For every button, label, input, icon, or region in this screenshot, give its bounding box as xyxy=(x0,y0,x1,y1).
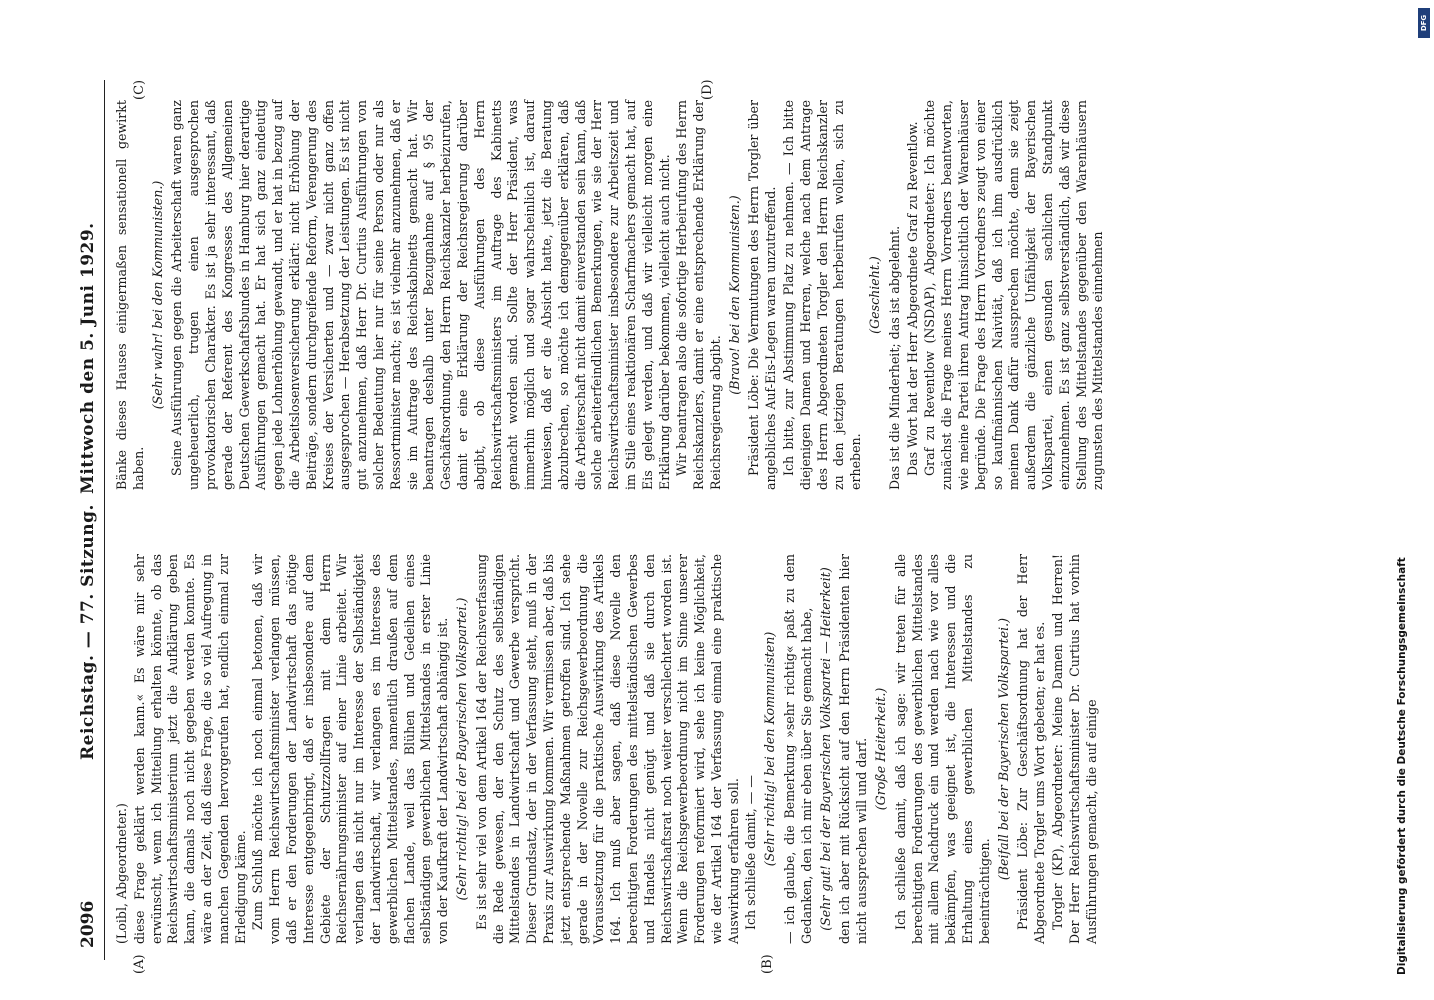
left-column xyxy=(114,554,1101,944)
page-number: 2096 xyxy=(78,900,98,948)
paragraph: — ich glaube, die Bemerkung »sehr richtig« paßt zu dem Gedanken, den ich mir eben über Sie gemacht habe, xyxy=(782,554,814,944)
paragraph: Ich bitte, zur Abstimmung Platz zu nehmen. — Ich bitte diejenigen Damen und Herren, welche nach dem Antrage des Herrn Abgeordneten Torgler den Herrn Reichskanzler zu den jetzigen Beratungen herbeirufen wollen, sich zu erheben. xyxy=(781,100,864,490)
interjection: (Große Heiterkeit.) xyxy=(873,687,889,811)
paragraph: den ich aber mit Rücksicht auf den Herrn Präsidenten hier nicht aussprechen will und darf. xyxy=(837,554,870,944)
rotated-page xyxy=(70,79,1400,974)
paragraph: Präsident Löbe: Die Vermutungen des Herrn Torgler über angebliches Auf-Eis-Legen waren unzutreffend. xyxy=(746,100,779,490)
page-header xyxy=(70,80,105,960)
dfg-logo xyxy=(1418,8,1430,38)
paragraph: (Loibl, Abgeordneter.) xyxy=(114,803,129,944)
paragraph: Wir beantragen also die sofortige Herbeirufung des Herrn Reichskanzlers, damit er eine entsprechende Erklärung der Reichsregierung abgibt. xyxy=(674,100,723,490)
interjection: (Sehr gut! bei der Bayerischen Volkspartei — Heiterkeit) xyxy=(817,567,833,931)
margin-marker-a: (A) xyxy=(132,954,147,974)
interjection: (Sehr richtig! bei den Kommunisten) xyxy=(762,631,778,867)
paragraph: Seine Ausführungen gegen die Arbeiterschaft waren ganz ungeheuerlich, trugen einen ausgesprochen provokatorischen Charakter. Es ist ja sehr interessant, daß gerade der Referent des Kongresses des Allgemeinen Deutschen Gewerkschaftsbundes in Hamburg hier derartige Ausführungen gemacht hat. Er hat sich ganz eindeutig gegen jede Lohnerhöhung gewandt, und er hat in bezug auf die Arbeitslosenversicherung erklärt: nicht Erhöhung der Beiträge, sondern durchgreifende Reform, Verengerung des Kreises der Versicherten und — zwar nicht ganz offen ausgesprochen — Herabsetzung der Leistungen. Es ist nicht gut anzunehmen, daß Herr Dr. Curtius Ausführungen von solcher Bedeutung hier nur für seine Person oder nur als Ressortminister macht; es ist vielmehr anzunehmen, daß er sie im Auftrage des Reichskabinetts gemacht hat. Wir beantragen deshalb unter Bezugnahme auf § 95 der Geschäftsordnung, den Herrn Reichskanzler herbeizurufen, damit er eine Erklärung der Reichsregierung darüber abgibt, ob diese Ausführungen des Herrn Reichswirtschaftsministers im Auftrage des Kabinetts gemacht worden sind. Sollte der Herr Präsident, was immerhin möglich und sogar wahrscheinlich ist, darauf hinweisen, daß er die Absicht hatte, jetzt die Beratung abzubrechen, so möchte ich demgegenüber erklären, daß die Arbeiterschaft nicht damit einverstanden sein kann, daß solche arbeiterfeindlichen Bemerkungen, wie sie der Herr Reichswirtschaftsminister insbesondere zur Arbeitszeit und im Stile eines reaktionären Scharfmachers gemacht hat, auf Eis gelegt werden, und daß wir vielleicht morgen eine Erklärung darüber bekommen, vielleicht auch nicht. xyxy=(169,100,672,490)
margin-marker-c: (C) xyxy=(132,79,147,100)
paragraph: Torgler (KP), Abgeordneter: Meine Damen und Herren! Der Herr Reichswirtschaftsminister Dr. Curtius hat vorhin Ausführungen gemacht, die auf einige xyxy=(1050,554,1099,944)
paragraph: Präsident Löbe: Zur Geschäftsordnung hat der Herr Abgeordnete Torgler ums Wort gebeten; er hat es. xyxy=(1015,554,1048,944)
margin-marker-b: (B) xyxy=(760,954,775,974)
paragraph: diese Frage geklärt werden kann.« Es wäre mir sehr erwünscht, wenn ich Mitteilung erhalten könnte, ob das Reichswirtschaftsministerium jetzt die Aufklärung geben kann, die damals noch nicht gegeben werden konnte. Es wäre an der Zeit, daß diese Frage, die so viel Aufregung in manchen Gegenden hervorgerufen hat, endlich einmal zur Erledigung käme. xyxy=(131,554,248,944)
paragraph: Zum Schluß möchte ich noch einmal betonen, daß wir vom Herrn Reichswirtschaftsminister verlangen müssen, daß er den Forderungen der Landwirtschaft das nötige Interesse entgegenbringt, daß er insbesondere auf dem Gebiete der Schutzzollfragen mit dem Herrn Reichsernährungsminister auf einer Linie arbeitet. Wir verlangen das nicht nur im Interesse der Selbständigkeit der Landwirtschaft, wir verlangen es im Interesse des gewerblichen Mittelstandes, namentlich draußen auf dem flachen Lande, weil das Blühen und Gedeihen eines selbständigen gewerblichen Mittelstandes in erster Linie von der Kaufkraft der Landwirtschaft abhängig ist. xyxy=(250,554,451,944)
paragraph: Es ist sehr viel von dem Artikel 164 der Reichsverfassung die Rede gewesen, der den Schutz des selbständigen Mittelstandes in Landwirtschaft und Gewerbe verspricht. Dieser Grundsatz, der in der Verfassung steht, muß in der Praxis zur Auswirkung kommen. Wir vermissen aber, daß bis jetzt entsprechende Maßnahmen getroffen sind. Ich sehe gerade in der Novelle zur Reichsgewerbeordnung die Voraussetzung für die praktische Auswirkung des Artikels 164. Ich muß aber sagen, daß diese Novelle den berechtigten Forderungen des mittelständischen Gewerbes und Handels nicht genügt und daß sie durch den Reichswirtschaftsrat noch weiter verschlechtert worden ist. Wenn die Reichsgewerbeordnung nicht im Sinne unserer Forderungen reformiert wird, sehe ich keine Möglichkeit, wie der Artikel 164 der Verfassung einmal eine praktische Auswirkung erfahren soll. xyxy=(473,554,741,944)
paragraph: Bänke dieses Hauses einigermaßen sensationell gewirkt haben. xyxy=(114,100,146,490)
margin-marker-d: (D) xyxy=(700,79,715,100)
paragraph: Ich schließe damit, — — xyxy=(743,775,759,930)
interjection: (Geschieht.) xyxy=(867,256,883,334)
interjection: (Sehr richtig! bei der Bayerischen Volkspartei.) xyxy=(453,597,469,901)
dfg-credit-text: Digitalisierung gefördert durch die Deutsche Forschungsgemeinschaft xyxy=(1396,557,1408,975)
paragraph: Ich schließe damit, daß ich sage: wir treten für alle berechtigten Forderungen des gewerblichen Mittelstandes mit allem Nachdruck ein und werden nach wie vor alles bekämpfen, was geeignet ist, die Interessen und die Erhaltung eines gewerblichen Mittelstandes zu beeinträchtigen. xyxy=(892,554,992,944)
interjection: (Sehr wahr! bei den Kommunisten.) xyxy=(149,180,165,410)
paragraph: Das ist die Minderheit; das ist abgelehnt. xyxy=(886,225,902,490)
interjection: (Bravo! bei den Kommunisten.) xyxy=(726,195,742,395)
paragraph: Graf zu Reventlow (NSDAP), Abgeordneter: Ich möchte zunächst die Frage meines Herrn Vorredners beantworten, wie meine Partei ihren Antrag hinsichtlich der Warenhäuser begründe. Die Frage des Herrn Vorredners zeugt von einer so kaufmännischen Naivität, daß ich ihm ausdrücklich meinen Dank dafür aussprechen möchte, denn sie zeigt außerdem die gänzliche Unfähigkeit der Bayerischen Volkspartei, einen gesunden sachlichen Standpunkt einzunehmen. Es ist ganz selbstverständlich, daß wir diese Stellung des Mittelstandes gegenüber den Warenhäusern zugunsten des Mittelstandes einnehmen xyxy=(922,100,1106,490)
paragraph: Das Wort hat der Herr Abgeordnete Graf zu Reventlow. xyxy=(904,121,920,476)
dfg-logo-text: DFG xyxy=(1420,14,1428,32)
right-column xyxy=(114,100,1108,490)
interjection: (Beifall bei der Bayerischen Volkspartei.) xyxy=(995,617,1011,881)
session-title: Reichstag. — 77. Sitzung. xyxy=(78,504,98,760)
session-date: Mittwoch den 5. Juni 1929. xyxy=(78,222,98,494)
